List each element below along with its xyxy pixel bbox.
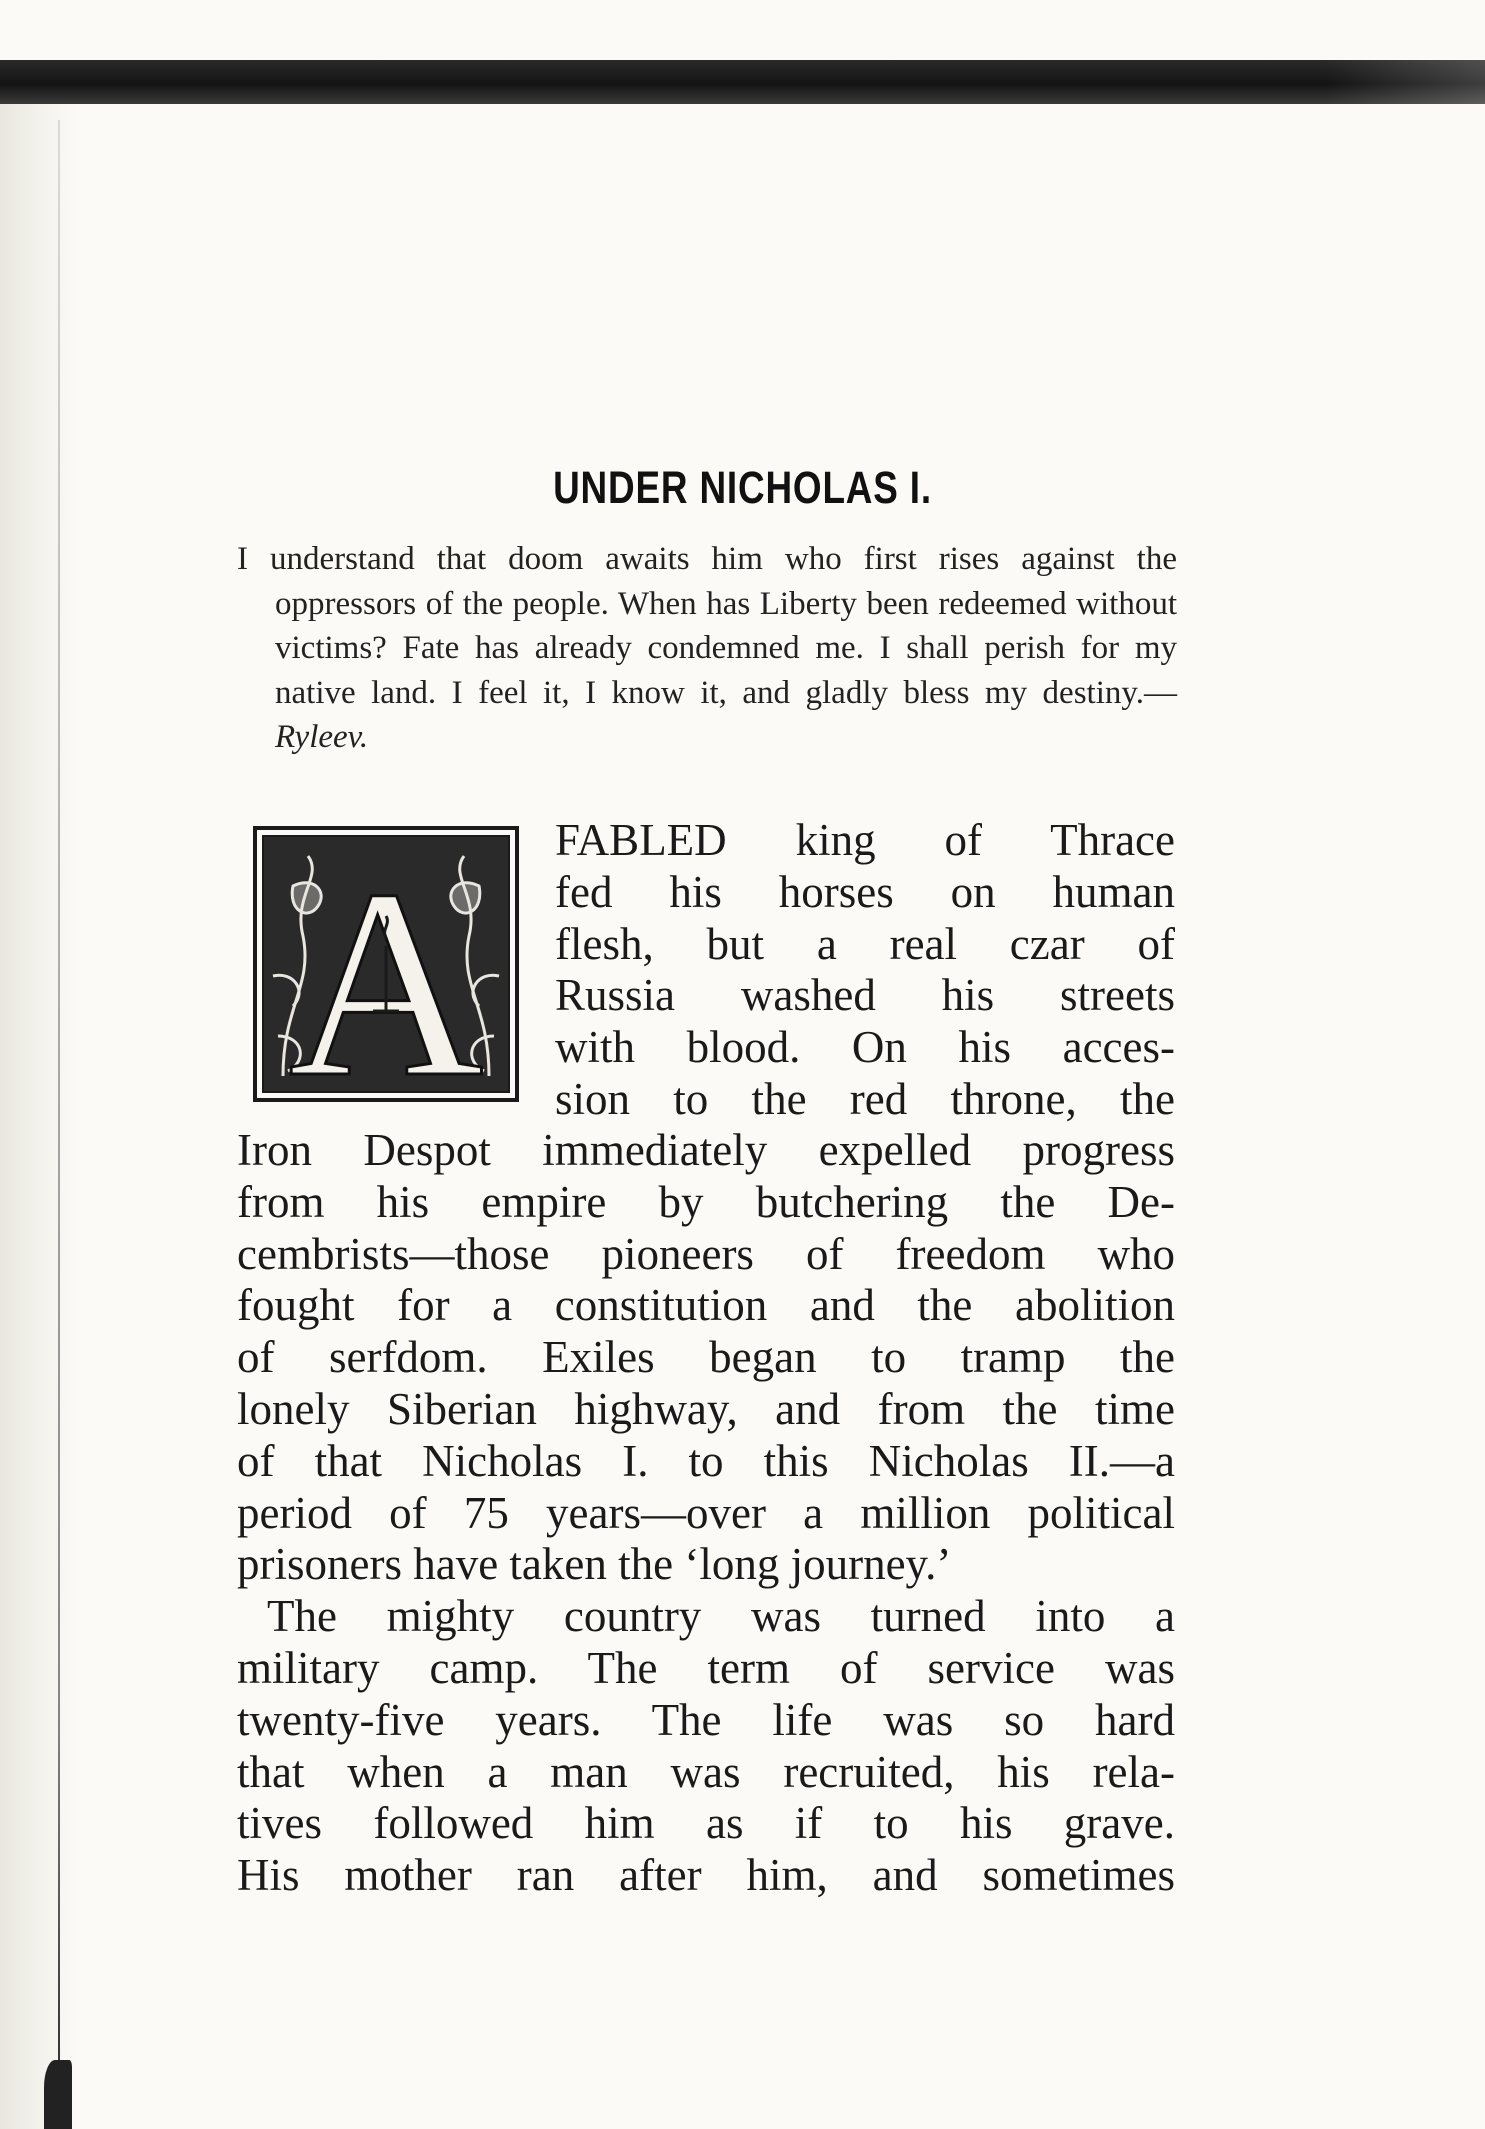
ornamental-drop-cap (253, 826, 519, 1102)
opening-paragraph-lines (555, 815, 1175, 1126)
epigraph-text: I understand that doom awaits him who first rises against the oppressors of the people. When has Liberty been redeemed without victims? Fate has already condemned me. I shall perish for my native land. I feel it, I know it, and gladly bless my destiny.— (237, 541, 1177, 711)
page-heading: UNDER NICHOLAS I. (553, 462, 932, 513)
body-line: that when a man was recruited, his rela- (237, 1746, 1175, 1797)
body-line: of that Nicholas I. to this Nicholas II.—a (237, 1435, 1175, 1486)
body-line: period of 75 years—over a million political (237, 1487, 1175, 1538)
body-line: twenty-five years. The life was so hard (237, 1694, 1175, 1745)
opening-line: with blood. On his acces- (555, 1022, 1175, 1073)
opening-line: fed his horses on human (555, 866, 1175, 917)
page-gutter (0, 104, 78, 2129)
body-line: lonely Siberian highway, and from the time (237, 1383, 1175, 1434)
body-line: His mother ran after him, and sometimes (237, 1850, 1175, 1901)
body-line: of serfdom. Exiles began to tramp the (237, 1332, 1175, 1383)
body-line: fought for a constitution and the abolition (237, 1280, 1175, 1331)
body-line: Iron Despot immediately expelled progress (237, 1125, 1175, 1175)
body-line: cembrists—those pioneers of freedom who (237, 1228, 1175, 1279)
body-line: The mighty country was turned into a (267, 1591, 1175, 1642)
body-text (237, 1125, 1175, 1902)
opening-line: FABLED king of Thrace (555, 815, 1175, 865)
body-line: military camp. The term of service was (237, 1642, 1175, 1693)
binding-mark (44, 2060, 72, 2129)
body-line: from his empire by butchering the De- (237, 1176, 1175, 1227)
epigraph (237, 537, 1177, 760)
epigraph-paragraph (237, 537, 1177, 760)
opening-line: flesh, but a real czar of (555, 918, 1175, 969)
binding-line (58, 120, 60, 2110)
epigraph-attribution: Ryleev. (275, 719, 369, 755)
opening-line: sion to the red throne, the (555, 1073, 1175, 1124)
body-line: tives followed him as if to his grave. (237, 1798, 1175, 1849)
scan-top-band (0, 60, 1485, 104)
drop-cap-letter: A (288, 834, 484, 1102)
body-line: prisoners have taken the ‘long journey.’ (237, 1539, 952, 1590)
opening-line: Russia washed his streets (555, 970, 1175, 1021)
